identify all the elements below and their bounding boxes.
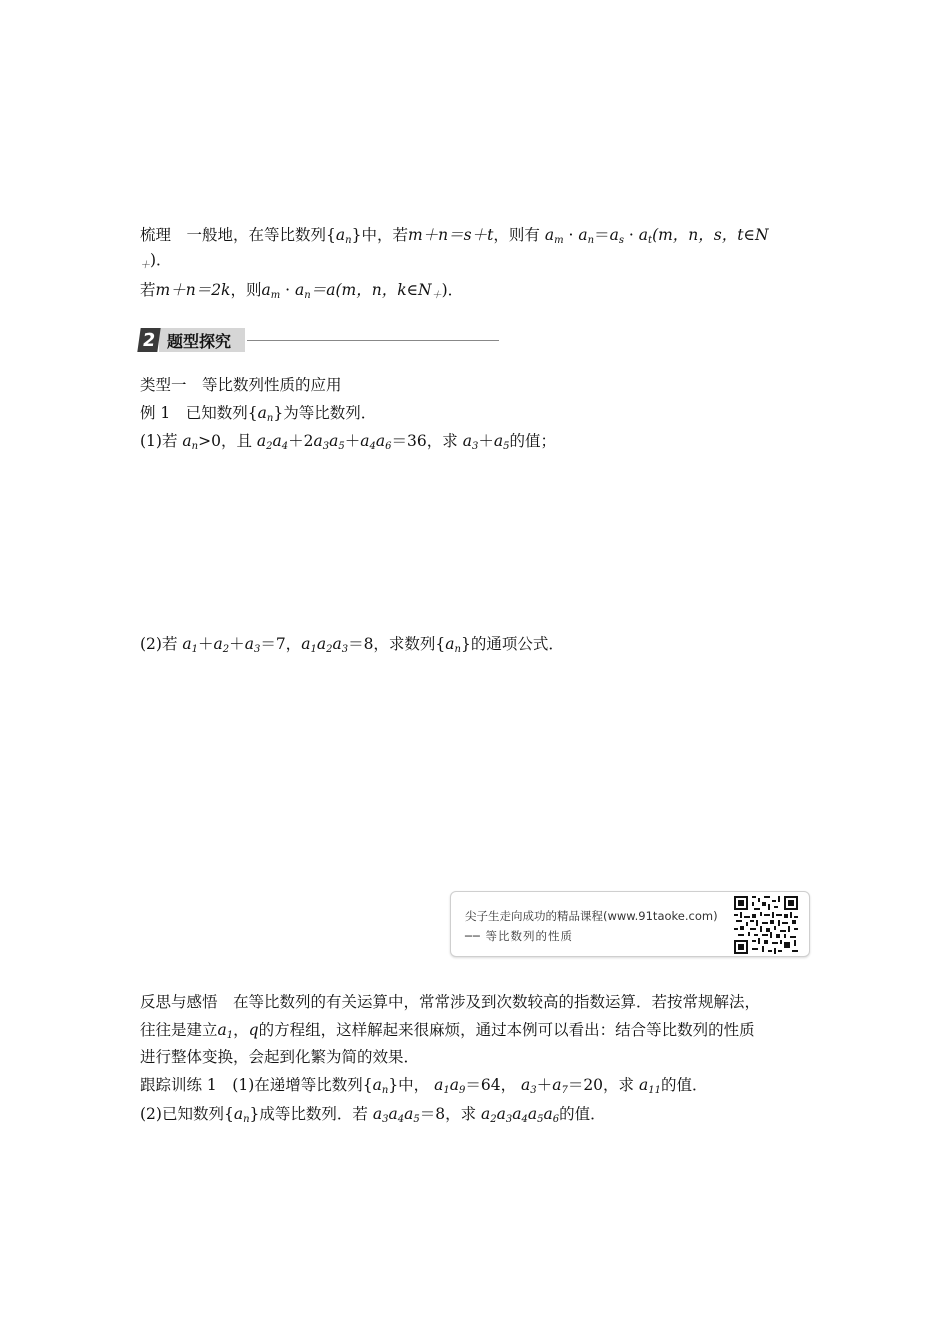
type-heading: 类型一 等比数列性质的应用 [140, 376, 342, 394]
summary-line-2: 若m＋n＝2k，则$a_m \cdot a_n=a(m$，n，$k\in N_+$)． [140, 281, 464, 301]
training-part-1: 跟踪训练 1 (1)在递增等比数列$\{a_n\}$中， $a_1a_9=64$， $a_3+a_7=20$，求 $a_{11}$的值． [140, 1076, 708, 1096]
section-title: 题型探究 [159, 328, 245, 352]
example-1-statement: 例 1 已知数列$\{a_n\}$为等比数列． [140, 404, 377, 424]
qr-code-icon[interactable] [734, 896, 798, 954]
reflection-line-1: 反思与感悟 在等比数列的有关运算中，常常涉及到次数较高的指数运算．若按常规解法， [140, 993, 761, 1011]
video-course-banner[interactable] [450, 891, 810, 957]
example-1-part-1: (1)若 $a_n>0$，且 $a_2a_4+2a_3a_5+a_4a_6=36$，求 $a_3+a_5$的值； [140, 432, 556, 452]
training-part-2: (2)已知数列$\{a_n\}$成等比数列．若 $a_3a_4a_5=8$，求 $a_2a_3a_4a_5a_6$的值． [140, 1105, 606, 1125]
section-number: 2 [137, 328, 160, 352]
summary-label: 梳理 [140, 226, 172, 244]
reflection-line-3: 进行整体变换，会起到化繁为简的效果． [140, 1048, 420, 1066]
summary-line-1-wrap: $_+$)． [140, 251, 172, 271]
summary-line-1: 梳理 一般地，在等比数列$\{a_n\}$中，若m＋n＝s＋t，则有 $a_m \cdot a_n=a_s \cdot a_t(m$，n，s，t∈N [140, 226, 769, 246]
section-rule [247, 340, 499, 341]
banner-title: 尖子生走向成功的精品课程(www.91taoke.com) [465, 909, 718, 923]
banner-subtitle: ── 等比数列的性质 [465, 929, 574, 943]
section-header [139, 328, 499, 352]
reflection-line-2: 往往是建立$a_1$，q的方程组，这样解起来很麻烦，通过本例可以看出：结合等比数列的性质 [140, 1021, 755, 1041]
example-1-part-2: (2)若 $a_1+a_2+a_3=7$，$a_1a_2a_3=8$，求数列$\{a_n\}$的通项公式． [140, 635, 564, 655]
